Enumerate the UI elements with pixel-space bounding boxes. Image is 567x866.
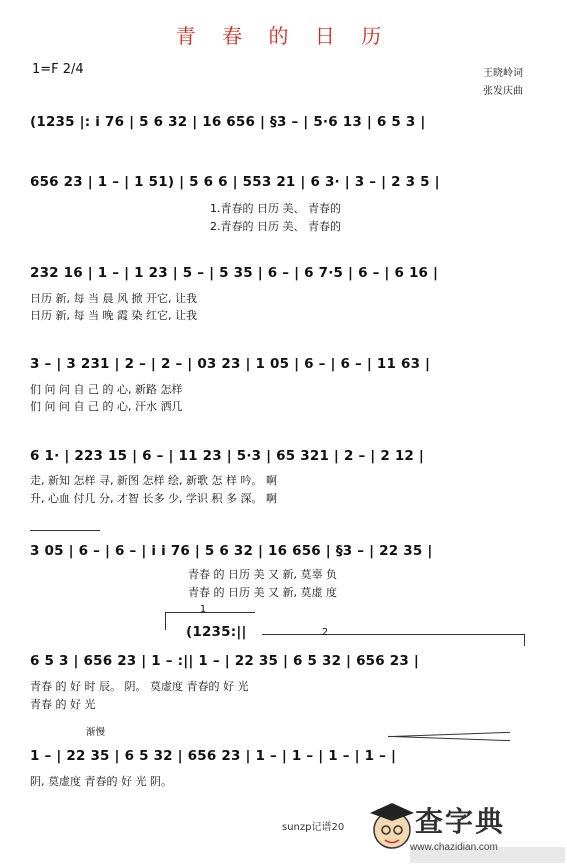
volta-bracket-left	[165, 612, 166, 630]
score-row-5-lyrics-1: 走, 新知 怎样 寻, 新图 怎样 绘, 新歌 怎 样 吟。 啊	[30, 474, 277, 487]
repeat-bracket-notes: (1235:||	[186, 624, 247, 640]
score-row-2-lyrics-2: 2.青春的 日历 美、 青春的	[210, 220, 341, 233]
transcriber-signature: sunzp记谱20	[282, 822, 345, 833]
score-row-2-lyrics-1: 1.青春的 日历 美、 青春的	[210, 202, 341, 215]
score-row-1-notes: (1235 |: i 76 | 5 6 32 | 16 656 | §3 – | 5·6 13 | 6 5 3 |	[30, 114, 426, 130]
lyricist-credit: 王晓岭词	[483, 68, 523, 79]
key-signature: 1=F 2/4	[32, 62, 84, 77]
score-row-8-lyrics-1: 阴, 莫虚度 青春的 好 光 阴。	[30, 775, 172, 788]
watermark-name: 查字典	[415, 805, 506, 838]
song-title: 青 春 的 日 历	[175, 24, 392, 48]
watermark-url: www.chazidian.com	[410, 842, 498, 853]
score-row-8-notes: 1 – | 22 35 | 6 5 32 | 656 23 | 1 – | 1 – | 1 – | 1 – |	[30, 748, 397, 764]
score-row-2-notes: 656 23 | 1 – | 1 51) | 5 6 6 | 553 21 | 6 3· | 3 – | 2 3 5 |	[30, 174, 440, 190]
tempo-mark: 渐慢	[86, 727, 106, 738]
volta-2-line	[262, 634, 524, 635]
score-row-7-notes: 6 5 3 | 656 23 | 1 – :|| 1 – | 22 35 | 6 5 32 | 656 23 |	[30, 653, 419, 669]
score-row-7-lyrics-1: 青春 的 好 时 辰。 阴。 莫虚度 青春的 好 光	[30, 680, 249, 693]
score-row-3-lyrics-2: 日历 新, 每 当 晚 霞 染 红它, 让我	[30, 309, 197, 322]
score-row-5-notes: 6 1· | 223 15 | 6 – | 11 23 | 5·3 | 65 321 | 2 – | 2 12 |	[30, 448, 425, 464]
score-row-6-lyrics-1: 青春 的 日历 美 又 新, 莫辜 负	[188, 568, 337, 581]
score-row-4-lyrics-1: 们 问 问 自 己 的 心, 新路 怎样	[30, 383, 183, 396]
composer-credit: 张发庆曲	[483, 86, 523, 97]
volta-1-line	[165, 612, 255, 613]
score-row-5-lyrics-2: 升, 心血 付几 分, 才智 长多 少, 学识 积 多 深。 啊	[30, 492, 277, 505]
score-row-3-lyrics-1: 日历 新, 每 当 晨 风 掀 开它, 让我	[30, 292, 197, 305]
volta-2-label: 2	[322, 627, 329, 638]
volta-2-end	[524, 634, 525, 646]
score-row-3-notes: 232 16 | 1 – | 1 23 | 5 – | 5 35 | 6 – | 6 7·5 | 6 – | 6 16 |	[30, 265, 439, 281]
score-row-6-notes: 3 05 | 6 – | 6 – | i i 76 | 5 6 32 | 16 656 | §3 – | 22 35 |	[30, 543, 433, 559]
score-row-6-lyrics-2: 青春 的 日历 美 又 新, 莫虚 度	[188, 586, 337, 599]
volta-1-label: 1	[200, 604, 207, 615]
score-row-4-lyrics-2: 们 问 问 自 己 的 心, 汗水 洒几	[30, 400, 183, 413]
decrescendo-line-lower	[388, 736, 510, 741]
score-row-7-lyrics-2: 青春 的 好 光	[30, 698, 96, 711]
score-row-4-notes: 3 – | 3 231 | 2 – | 2 – | 03 23 | 1 05 | 6 – | 6 – | 11 63 |	[30, 356, 431, 372]
tie-line	[30, 530, 100, 531]
